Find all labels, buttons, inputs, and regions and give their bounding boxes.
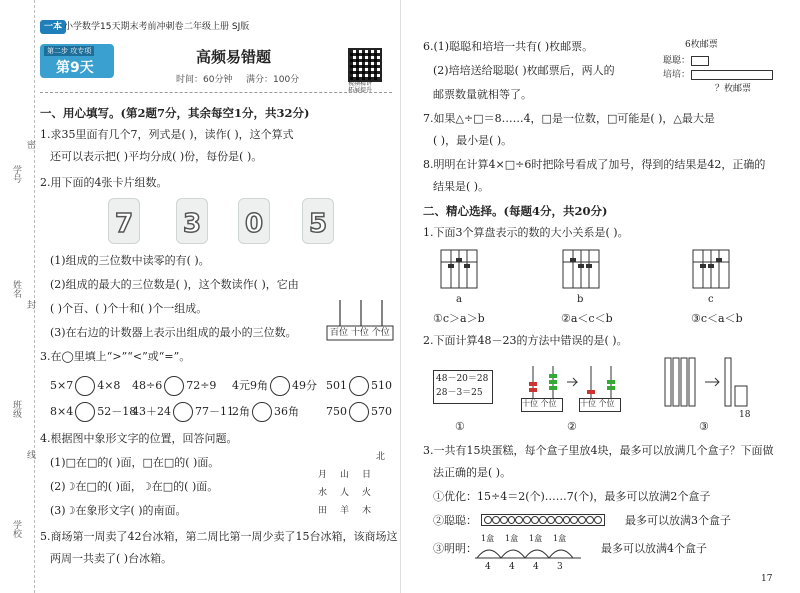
stamp-total-label: 6枚邮票 — [685, 40, 718, 50]
jump-num-4: 3 — [557, 562, 563, 572]
stamp-cong-label: 聪聪： — [663, 56, 691, 66]
s2-q3-option-1[interactable]: ①优化：15÷4＝2(个)……7(个)，最多可以放满2个盒子 — [433, 490, 711, 503]
q7-line2: ( )，最小是( )。 — [433, 134, 513, 147]
glyph-sheep: 羊 — [340, 506, 350, 516]
s2-q1-option-3[interactable]: ③c＜a＜b — [691, 312, 743, 325]
abacus-b — [561, 246, 601, 294]
jump-num-2: 4 — [509, 562, 515, 572]
glyph-fire: 火 — [362, 488, 372, 498]
compare-right: 72÷9 — [186, 379, 217, 392]
glyph-mountain: 山 — [340, 470, 350, 480]
compare-right: 36角 — [274, 405, 299, 418]
compare-right: 49分 — [292, 379, 317, 392]
s2-q3-option-2-text: 最多可以放满3个盒子 — [625, 514, 731, 527]
q8-line2: 结果是( )。 — [433, 180, 490, 193]
abacus-b-label: b — [577, 294, 584, 305]
q5-line1: 5.商场第一周卖了42台冰箱，第二周比第一周少卖了15台冰箱，该商场这 — [40, 530, 398, 543]
glyph-person: 人 — [340, 488, 350, 498]
answer-circle[interactable] — [75, 376, 95, 396]
q1-line2: 还可以表示把( )平均分成( )份，每份是( )。 — [50, 150, 263, 163]
q2-part2-line1: (2)组成的最大的三位数是( )，这个数读作( )，它由 — [50, 278, 299, 291]
answer-circle[interactable] — [173, 402, 193, 422]
badge-top-text: 第二步 攻专项 — [44, 46, 94, 56]
page-number: 17 — [761, 574, 773, 584]
compass-north: 北 — [376, 452, 386, 462]
s2-q2: 2.下面计算48－23的方法中错误的是( )。 — [423, 334, 628, 347]
compare-left: 5×7 — [50, 379, 74, 392]
glyph-water: 水 — [318, 488, 328, 498]
s2-q3-line1: 3.一共有15块蛋糕，每个盒子里放4块，最多可以放满几个盒子？下面做 — [423, 444, 774, 457]
jump-num-1: 4 — [485, 562, 491, 572]
compare-left: 750 — [326, 405, 347, 418]
method-3-result: 18 — [739, 410, 751, 420]
compare-right: 4×8 — [97, 379, 121, 392]
q4-part2: (2)☽在□的( )面，☽在□的( )面。 — [50, 480, 219, 493]
compare-right: 570 — [371, 405, 392, 418]
answer-circle[interactable] — [349, 402, 369, 422]
answer-circle[interactable] — [164, 376, 184, 396]
stamp-pei-label: 培培： — [663, 70, 691, 80]
compare-row-2 — [50, 402, 136, 422]
q4-heading: 4.根据图中象形文字的位置，回答问题。 — [40, 432, 238, 445]
counter-labels: 百位 十位 个位 — [330, 328, 390, 338]
s2-q3-line2: 法正确的是( )。 — [433, 466, 512, 479]
glyph-sun: 日 — [362, 470, 372, 480]
compare-left: 501 — [326, 379, 347, 392]
qr-code[interactable] — [348, 48, 382, 82]
compare-right: 52－18 — [97, 405, 137, 418]
compare-row-1c — [232, 376, 317, 396]
page-title: 高频易错题 — [196, 48, 272, 66]
number-card-5: 5 — [302, 198, 334, 244]
glyph-field: 田 — [318, 506, 328, 516]
jump-label-4: 1盒 — [553, 534, 567, 543]
compare-left: 8×4 — [50, 405, 74, 418]
compare-left: 2角 — [232, 405, 250, 418]
abacus-c — [691, 246, 731, 294]
q3-heading: 3.在◯里填上“>”“<”或“=”。 — [40, 350, 191, 363]
s2-q1: 1.下面3个算盘表示的数的大小关系是( )。 — [423, 226, 629, 239]
q7-line1: 7.如果△÷□＝8……4，□是一位数，□可能是( )，△最大是 — [423, 112, 715, 125]
time-info: 时间：60分钟 — [176, 75, 233, 85]
q6-part1: 6.(1)聪聪和培培一共有( )枚邮票。 — [423, 40, 594, 53]
jump-label-2: 1盒 — [505, 534, 519, 543]
section2-heading: 二、精心选择。(每题4分，共20分) — [423, 204, 608, 218]
compare-right: 510 — [371, 379, 392, 392]
compare-row-2b — [132, 402, 234, 422]
jump-num-3: 4 — [533, 562, 539, 572]
answer-circle[interactable] — [270, 376, 290, 396]
day-label: 第9天 — [56, 60, 94, 76]
q2-heading: 2.用下面的4张卡片组数。 — [40, 176, 168, 189]
brand-logo: 一本 — [40, 20, 66, 34]
compare-row-2d — [326, 402, 392, 422]
qr-caption: 视频精讲 拓展提升 — [348, 80, 373, 94]
s2-q1-option-1[interactable]: ①c＞a＞b — [433, 312, 485, 325]
answer-circle[interactable] — [252, 402, 272, 422]
s2-q3-option-3-label[interactable]: ③明明： — [433, 542, 477, 555]
compare-row-2c — [232, 402, 299, 422]
number-card-7: 7 — [108, 198, 140, 244]
compare-right: 77－11 — [195, 405, 234, 418]
jump-label-1: 1盒 — [481, 534, 495, 543]
compare-row-1 — [50, 376, 120, 396]
compare-left: 43＋24 — [132, 405, 171, 418]
cut-mark-3: 线 — [25, 450, 35, 459]
compare-row-1d — [326, 376, 392, 396]
q6-part2-line2: 邮票数量就相等了。 — [433, 88, 532, 101]
compare-left: 48÷6 — [132, 379, 163, 392]
method-1-num[interactable]: ① — [455, 420, 465, 433]
header-divider — [40, 92, 392, 93]
glyph-wood: 木 — [362, 506, 372, 516]
q6-part2-line1: (2)培培送给聪聪( )枚邮票后，两人的 — [433, 64, 615, 77]
q8-line1: 8.明明在计算4×□÷6时把除号看成了加号，得到的结果是42，正确的 — [423, 158, 766, 171]
answer-circle[interactable] — [349, 376, 369, 396]
q1-line1: 1.求35里面有几个7，列式是( )，读作( )，这个算式 — [40, 128, 294, 141]
counter-base-1-label: 十位 个位 — [522, 399, 557, 408]
answer-circle[interactable] — [75, 402, 95, 422]
counter-base-2-label: 十位 个位 — [580, 399, 615, 408]
compare-row-1b — [132, 376, 216, 396]
abacus-a — [439, 246, 479, 294]
student-no-label: 学号 — [11, 165, 21, 183]
pictograph-grid — [318, 454, 390, 518]
q2-part1: (1)组成的三位数中读零的有( )。 — [50, 254, 210, 267]
q2-part3: (3)在右边的计数器上表示出组成的最小的三位数。 — [50, 326, 297, 339]
method-1-eq1: 48－20＝28 — [436, 374, 489, 384]
method-3-num[interactable]: ③ — [699, 420, 709, 433]
stamp-question: ？枚邮票 — [715, 84, 752, 94]
cut-mark-2: 封 — [25, 300, 35, 309]
cut-mark-1: 密 — [25, 140, 35, 149]
section1-heading: 一、用心填写。(第2题7分，其余每空1分，共32分) — [40, 106, 310, 120]
abacus-c-label: c — [708, 294, 714, 305]
method-1-eq2: 28－3＝25 — [436, 388, 483, 398]
s2-q3-option-2-label[interactable]: ②聪聪： — [433, 514, 477, 527]
school-label: 学校 — [11, 520, 21, 538]
number-card-0: 0 — [238, 198, 270, 244]
method-2-num[interactable]: ② — [567, 420, 577, 433]
right-page — [400, 0, 800, 593]
edition-label: 二年级上册 SJ版 — [184, 22, 250, 32]
q2-part2-line2: ( )个百、( )个十和( )个一组成。 — [50, 302, 208, 315]
q4-part3: (3)☽在象形文字( )的南面。 — [50, 504, 187, 517]
day-badge — [40, 44, 114, 78]
glyph-moon: 月 — [318, 470, 328, 480]
stamp-bar-pei — [691, 70, 773, 80]
s2-q3-option-3-text: 最多可以放满4个盒子 — [601, 542, 707, 555]
q4-part1: (1)□在□的( )面，□在□的( )面。 — [50, 456, 220, 469]
score-info: 满分：100分 — [246, 75, 300, 85]
bead-row — [481, 514, 605, 526]
number-card-3: 3 — [176, 198, 208, 244]
series-title: 小学数学15天期末考前冲刺卷 — [64, 22, 184, 32]
jump-label-3: 1盒 — [529, 534, 543, 543]
stamp-bar-cong — [691, 56, 709, 66]
abacus-a-label: a — [456, 294, 462, 305]
class-label: 班级 — [11, 400, 21, 418]
method-3-sticks — [663, 356, 753, 416]
s2-q1-option-2[interactable]: ②a＜c＜b — [561, 312, 613, 325]
name-label: 姓名 — [11, 280, 21, 298]
compare-left: 4元9角 — [232, 379, 268, 392]
q5-line2: 两周一共卖了( )台冰箱。 — [50, 552, 173, 565]
